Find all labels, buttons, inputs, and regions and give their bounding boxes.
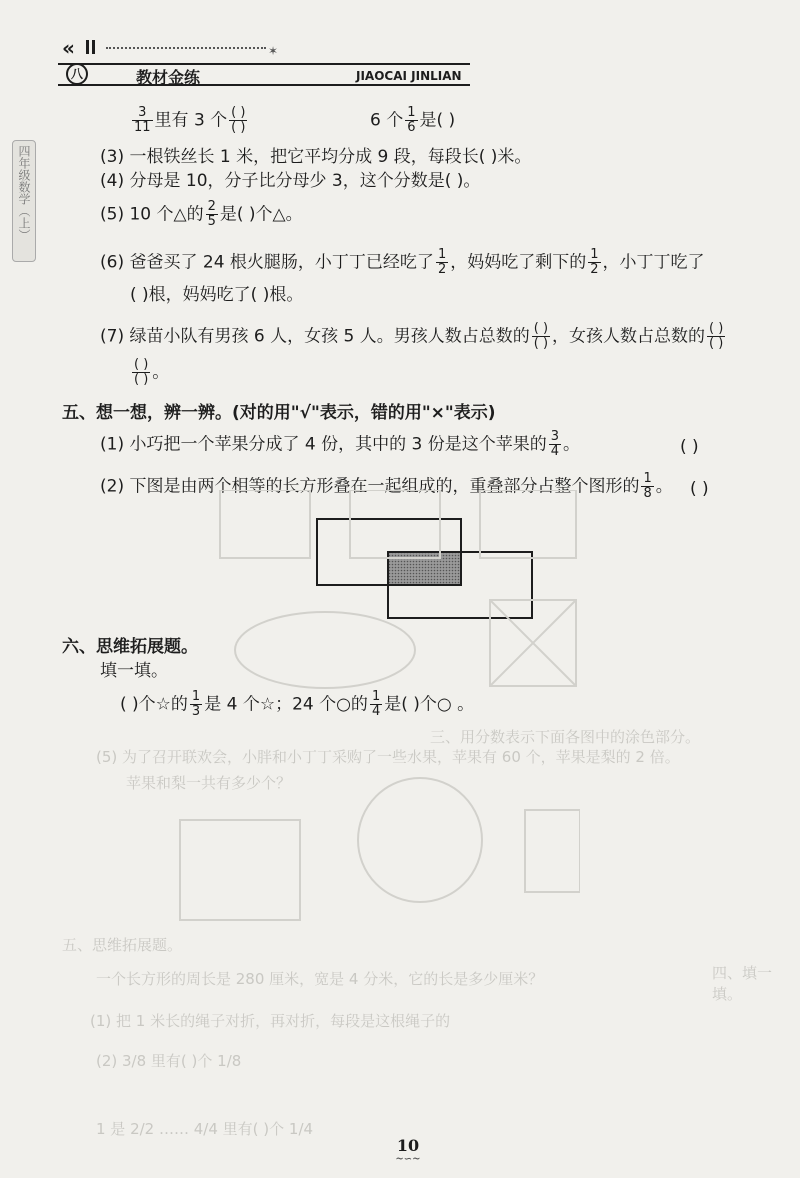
question-3: (3) 一根铁丝长 1 米，把它平均分成 9 段，每段长( )米。 <box>100 147 532 167</box>
answer-blank-fraction[interactable]: $\frac{( )}{( )}$ <box>231 105 246 135</box>
bleed-line: 三、用分数表示下面各图中的涂色部分。 <box>430 728 701 746</box>
section-6-subtitle: 填一填。 <box>100 661 168 681</box>
question-6-line-2: ( )根，妈妈吃了( )根。 <box>130 285 304 305</box>
answer-blank-fraction[interactable]: $\frac{( )}{( )}$ <box>134 357 149 387</box>
section-6-title: 六、思维拓展题。 <box>62 637 198 657</box>
bleed-line: 四、填一填。 <box>712 964 773 1003</box>
bleed-line: 五、思维拓展题。 <box>62 936 183 954</box>
item-b: 6 个 $\frac{1}{6}$ 是( ) <box>370 105 456 135</box>
fraction: $\frac{1}{2}$ <box>590 247 599 277</box>
judge-box-2[interactable]: ( ) <box>690 479 709 499</box>
side-tab-text: 四年级数学（上） <box>17 145 31 241</box>
butterfly-icon: ✶ <box>268 44 279 58</box>
item-a: $\frac{3}{11}$ 里有 3 个 $\frac{( )}{( )}$ <box>134 105 246 135</box>
question-4: (4) 分母是 10，分子比分母少 3，这个分数是( )。 <box>100 171 481 191</box>
section-5-q1: (1) 小巧把一个苹果分成了 4 份，其中的 3 份是这个苹果的 $\frac{3}{4}$ 。 <box>100 429 581 459</box>
header-pinyin: JIAOCAI JINLIAN <box>356 69 462 83</box>
fraction: $\frac{1}{2}$ <box>437 247 447 277</box>
header-bars-icon <box>86 40 100 54</box>
section-5-title: 五、想一想，辨一辨。(对的用"√"表示，错的用"×"表示) <box>62 403 496 423</box>
bleed-line: (1) 把 1 米长的绳子对折，再对折，每段是这根绳子的 <box>90 1012 451 1030</box>
header-badge-text: 八 <box>70 67 83 81</box>
bleed-line: (2) 3/8 里有( )个 1/8 <box>96 1052 242 1070</box>
bleed-line: 苹果和梨一共有多少个？ <box>126 774 292 792</box>
bleed-line: 1 是 2/2 …… 4/4 里有( )个 1/4 <box>96 1120 314 1138</box>
header-rule-top <box>58 63 470 65</box>
page-number: 10 ~∽~ <box>388 1136 428 1165</box>
bleed-line: 一个长方形的周长是 280 厘米，宽是 4 分米，它的长是多少厘米？ <box>96 970 544 988</box>
section-6-question: ( )个☆的 $\frac{1}{3}$ 是 4 个☆；24 个○的 $\frac{1}{4}$ 是( )个○ 。 <box>120 689 475 719</box>
header-mark: « <box>62 36 75 60</box>
header-dotted-rule <box>106 47 266 49</box>
fraction: $\frac{2}{5}$ <box>207 199 216 229</box>
answer-blank-fraction[interactable]: $\frac{( )}{( )}$ <box>709 321 724 351</box>
header-badge <box>66 63 88 85</box>
question-6: (6) 爸爸买了 24 根火腿肠，小丁丁已经吃了 $\frac{1}{2}$ ，妈妈吃了剩下的 $\frac{1}{2}$ ，小丁丁吃了 <box>100 247 705 277</box>
header <box>58 28 478 88</box>
question-7: (7) 绿苗小队有男孩 6 人，女孩 5 人。男孩人数占总数的 $\frac{( )}{( )}$ ，女孩人数占总数的 $\frac{( )}{( )}$ <box>100 321 724 351</box>
answer-blank-fraction[interactable]: $\frac{( )}{( )}$ <box>533 321 549 351</box>
fraction: $\frac{1}{6}$ <box>407 105 416 135</box>
judge-box-1[interactable]: ( ) <box>680 437 699 457</box>
header-title: 教材金练 <box>136 68 201 87</box>
fraction: $\frac{1}{4}$ <box>371 689 381 719</box>
question-5: (5) 10 个△的 $\frac{2}{5}$ 是( )个△。 <box>100 199 303 229</box>
page-ornament-icon: ~∽~ <box>395 1154 421 1165</box>
question-7-line-2: $\frac{( )}{( )}$ 。 <box>134 357 170 387</box>
section-5-q2: (2) 下图是由两个相等的长方形叠在一起组成的，重叠部分占整个图形的 $\frac{1}{8}$ 。 <box>100 471 673 501</box>
fraction: $\frac{3}{4}$ <box>550 429 560 459</box>
bleed-line: (5) 为了召开联欢会，小胖和小丁丁采购了一些水果，苹果有 60 个，苹果是梨的 2 倍。 <box>96 748 680 766</box>
fraction: $\frac{3}{11}$ <box>134 105 151 135</box>
fraction: $\frac{1}{8}$ <box>643 471 652 501</box>
fraction: $\frac{1}{3}$ <box>191 689 201 719</box>
side-tab <box>12 140 36 262</box>
header-rule-bottom <box>58 84 470 86</box>
